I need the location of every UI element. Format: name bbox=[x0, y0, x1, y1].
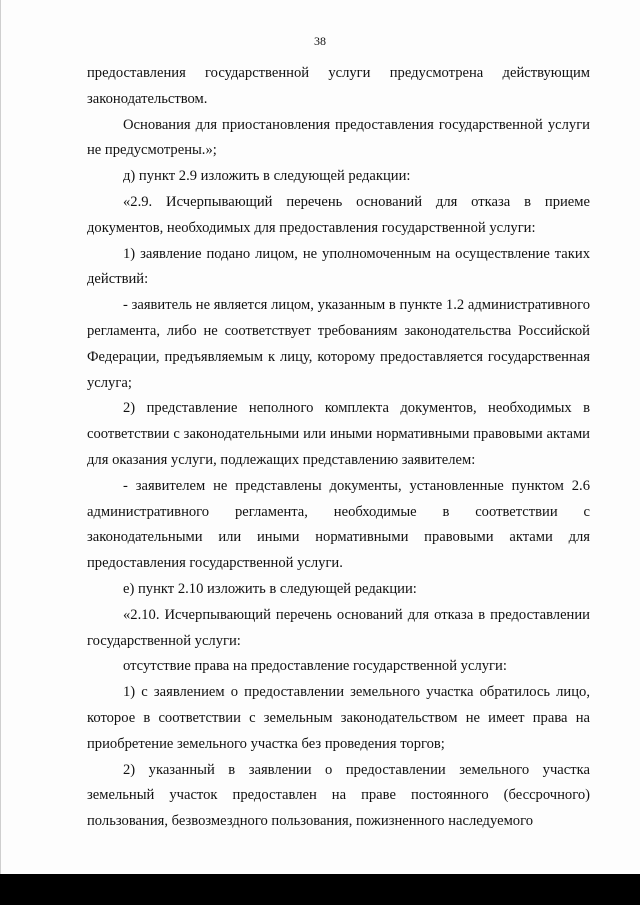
paragraph: 2) указанный в заявлении о предоставлении земельного участка земельный участок предоставлен на праве постоянного (бессрочного) пользования, безвозмездного пользования, пожизненного наследуемого bbox=[87, 761, 590, 830]
paragraph: предоставления государственной услуги предусмотрена действующим законодательством. bbox=[87, 65, 590, 107]
paragraph: отсутствие права на предоставление государственной услуги: bbox=[123, 658, 507, 675]
paragraph: 1) заявление подано лицом, не уполномоченным на осуществление таких действий: bbox=[87, 245, 590, 288]
paragraph: «2.10. Исчерпывающий перечень оснований для отказа в предоставлении государственной услуги: bbox=[87, 606, 590, 649]
paragraph: 2) представление неполного комплекта документов, необходимых в соответствии с законодательными или иными нормативными правовыми актами для оказания услуги, подлежащих представлению заявителем: bbox=[87, 400, 590, 468]
paragraph: д) пункт 2.9 изложить в следующей редакции: bbox=[123, 168, 411, 185]
paragraph: - заявитель не является лицом, указанным в пункте 1.2 административного регламента, либо не соответствует требованиям законодательства Российской Федерации, предъявляемым к лицу, которому предоставляется государственная услуга; bbox=[87, 297, 590, 391]
paragraph: е) пункт 2.10 изложить в следующей редакции: bbox=[123, 580, 417, 597]
paragraph: 1) с заявлением о предоставлении земельного участка обратилось лицо, которое в соответствии с земельным законодательством не имеет права на приобретение земельного участка без проведения торгов; bbox=[87, 684, 590, 752]
paragraph: - заявителем не представлены документы, установленные пунктом 2.6 административного регламента, необходимые в соответствии с законодательными или иными нормативными правовыми актами для предоставления государственной услуги. bbox=[87, 477, 590, 572]
paragraph: «2.9. Исчерпывающий перечень оснований для отказа в приеме документов, необходимых для предоставления государственной услуги: bbox=[87, 193, 590, 236]
page-number: 38 bbox=[314, 34, 326, 48]
document-body bbox=[87, 61, 590, 835]
page-edge bbox=[0, 0, 1, 874]
scan-border bbox=[0, 874, 640, 905]
paragraph: Основания для приостановления предоставления государственной услуги не предусмотрены.»; bbox=[87, 116, 590, 159]
